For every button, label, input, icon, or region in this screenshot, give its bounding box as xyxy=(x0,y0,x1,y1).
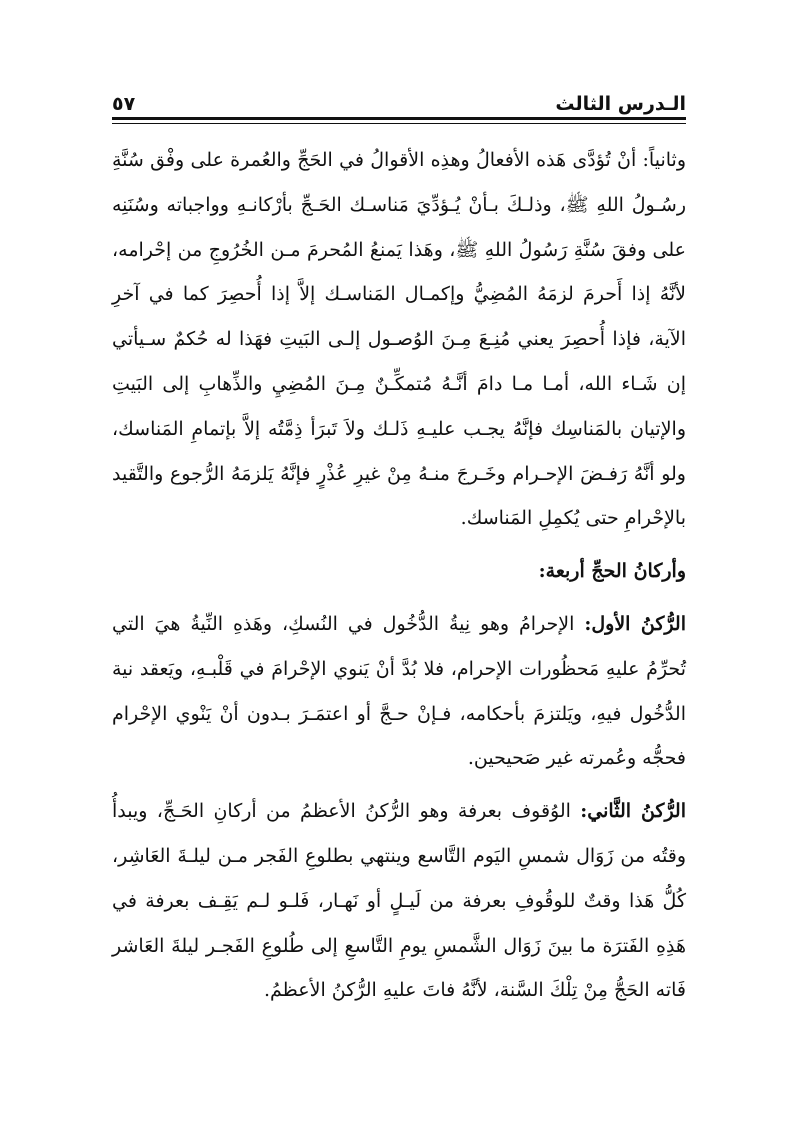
paragraph-second-pillar xyxy=(112,789,686,1013)
section-heading-pillars: وأركانُ الحجِّ أربعة: xyxy=(538,560,686,583)
paragraph-first-pillar xyxy=(112,602,686,781)
first-pillar-label: الرُّكنُ الأول: xyxy=(584,612,686,635)
second-pillar-text: الوُقوف بعرفة وهو الرُّكنُ الأعظمُ من أركانِ الحَـجِّ، ويبدأُ وقتُه من زَوَال شمسِ اليَوم التَّاسع وينتهي بطلوعِ الفَجر مـن ليلـةَ العَاشِر، كُلُّ هَذا وقتٌ للوقُوفِ بعرفة من لَيـلٍ أو نَهـار، فَلـو لـم يَقِـف بعرفة في هَذِهِ الفَترَة ما بينَ زَوَال الشَّمسِ يومِ التَّاسعِ إلى طُلوعِ الفَجـر ليلةَ العَاشر فَاته الحَجُّ مِنْ تِلْكَ السَّنة، لأنَّهُ فاتَ عليهِ الرُّكنُ الأعظمُ. xyxy=(112,800,686,1002)
header-rule-thick xyxy=(112,117,686,120)
paragraph-spacer xyxy=(112,541,686,549)
paragraph-spacer xyxy=(112,594,686,602)
first-pillar-text: الإحرامُ وهو نِيةُ الدُّخُول في النُسكِ، وهَذهِ النِّيةُ هيَ التي تُحرِّمُ عليهِ مَحظُورات الإحرام، فلا بُدَّ أنْ يَنوي الإحْرامَ في قَلْبـهِ، ويَعقد نية الدُّخُول فيهِ، ويَلتزمَ بأحكامه، فـإنْ حـجَّ أو اعتمَـرَ بـدون أنْ يَنْوي الإحْرام فحجُّه وعُمرته غير صَحيحين. xyxy=(112,612,686,770)
second-pillar-label: الرُّكنُ الثَّاني: xyxy=(580,800,687,823)
paragraph-spacer xyxy=(112,781,686,789)
paragraph-secondly: وثانياً: أنْ تُؤدَّى هَذه الأفعالُ وهذِه الأقوالُ في الحَجِّ والعُمرة على وفْق سُنَّةِ رسُـولُ اللهِ ﷺ، وذلـكَ بـأنْ يُـؤدِّيَ مَناسـك الحَـجِّ بأرْكانـهِ وواجباته وسُنَنِه على وفقَ سُنَّةِ رَسُولُ اللهِ ﷺ، وهَذا يَمنعُ المُحرمَ مـن الخُرُوجِ من إحْرامه، لأنَّهُ إذا أَحرمَ لزمَهُ المُضِيُّ وإكمـال المَناسـك إلاَّ إذا أُحصِرَ كما في آخرِ الآية، فإذا أُحصِرَ يعني مُنِـعَ مِـنَ الوُصـول إلـى البَيتِ فهَذا له حُكمٌ سـيأتي إن شَـاء الله، أمـا مـا دامَ أنَّـهُ مُتمكِّـنٌ مِـنَ المُضِيِ والذِّهابِ إلى البَيتِ والإتيان بالمَناسِك فإنَّهُ يجـب عليـهِ ذَلـك ولاَ تَبرَأ ذِمَّتُه إلاَّ بإتمامِ المَناسك، ولو أنَّهُ رَفـضَ الإحـرام وخَـرجَ منـهُ مِنْ غيرِ عُذْرٍ فإنَّهُ يَلزمَهُ الرُّجوع والتَّقيد بالإحْرامِ حتى يُكمِلِ المَناسك. xyxy=(112,149,686,530)
page-number: ٥٧ xyxy=(112,93,136,115)
page-header xyxy=(112,80,686,114)
section-title: الـدرس الثالث xyxy=(555,93,686,115)
header-rule-thin xyxy=(112,123,686,124)
main-text xyxy=(112,138,686,1013)
